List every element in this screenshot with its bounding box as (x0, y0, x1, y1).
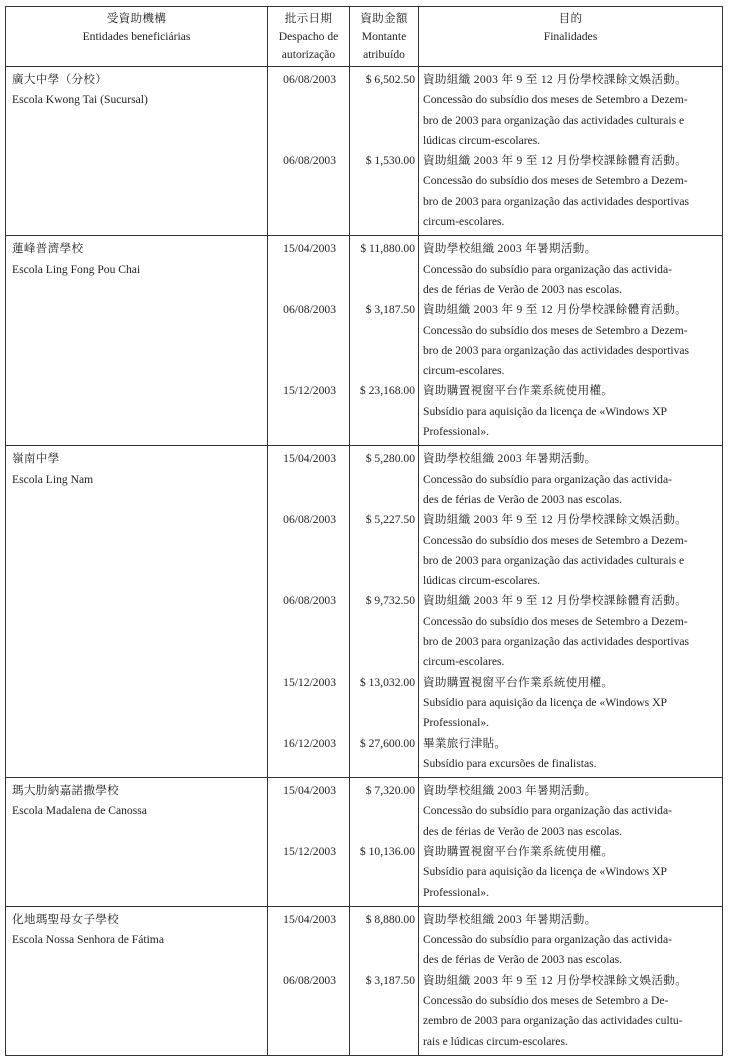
grant-row (6, 510, 723, 591)
entity-name-pt: Escola Ling Fong Pou Chai (12, 262, 141, 276)
grant-amount: $ 3,187.50 (350, 300, 419, 381)
purpose-pt-line: bro de 2003 para organização das actividades desportivas (423, 194, 690, 208)
entity-name-zh: 瑪大肋納嘉諾撒學校 (12, 784, 120, 798)
entity-name-zh: 化地瑪聖母女子學校 (12, 912, 120, 926)
purpose-pt-line: bro de 2003 para organização das actividades desportivas (423, 343, 690, 357)
grant-row (6, 906, 723, 970)
grant-row (6, 673, 723, 734)
grant-amount: $ 8,880.00 (350, 906, 419, 970)
purpose-pt-line: Concessão do subsídio dos meses de Setembro a Dezem- (423, 93, 688, 107)
grant-purpose (419, 446, 723, 510)
grant-purpose (419, 906, 723, 970)
header-purpose (419, 7, 723, 67)
purpose-zh: 資助組織 2003 年 9 至 12 月份學校課餘體育活動。 (423, 154, 688, 168)
purpose-pt-line: zembro de 2003 para organização das actividades cultu- (423, 1014, 683, 1028)
purpose-pt-line: lúdicas circum-escolares. (423, 133, 541, 147)
entity-group (6, 778, 723, 907)
header-amount (350, 7, 419, 67)
grant-date: 06/08/2003 (268, 67, 350, 152)
grant-date: 15/04/2003 (268, 906, 350, 970)
grant-row (6, 381, 723, 445)
grant-date: 15/12/2003 (268, 381, 350, 445)
purpose-zh: 資助學校組織 2003 年暑期活動。 (423, 912, 597, 926)
purpose-zh: 資助學校組織 2003 年暑期活動。 (423, 784, 597, 798)
purpose-pt-line: Concessão do subsídio para organização das activida- (423, 262, 672, 276)
grant-row (6, 300, 723, 381)
grant-amount: $ 23,168.00 (350, 381, 419, 445)
grants-table (5, 6, 723, 1056)
entity-name-zh: 廣大中學（分校） (12, 73, 108, 86)
entity-cell (6, 510, 268, 591)
purpose-pt-line: Subsídio para excursões de finalistas. (423, 756, 597, 770)
purpose-zh: 資助學校組織 2003 年暑期活動。 (423, 452, 597, 466)
purpose-pt-line: Concessão do subsídio para organização das activida- (423, 804, 672, 818)
header-entity-zh: 受資助機構 (106, 12, 167, 25)
header-date (268, 7, 350, 67)
header-purpose-zh: 目的 (558, 12, 583, 25)
header-purpose-pt: Finalidades (543, 30, 598, 43)
entity-name-zh: 蓮峰普濟學校 (12, 242, 84, 256)
grant-purpose (419, 510, 723, 591)
entity-cell (6, 734, 268, 778)
grant-purpose (419, 971, 723, 1056)
purpose-zh: 資助組織 2003 年 9 至 12 月份學校課餘文娛活動。 (423, 973, 688, 987)
entity-cell (6, 67, 268, 152)
grant-date: 06/08/2003 (268, 300, 350, 381)
grant-amount: $ 6,502.50 (350, 67, 419, 152)
entity-name-zh: 嶺南中學 (12, 452, 60, 466)
purpose-zh: 資助組織 2003 年 9 至 12 月份學校課餘體育活動。 (423, 594, 688, 608)
purpose-zh: 資助購置視窗平台作業系統使用權。 (423, 675, 614, 689)
grant-purpose (419, 778, 723, 842)
purpose-pt-line: bro de 2003 para organização das actividades culturais e (423, 553, 685, 567)
grant-date: 15/04/2003 (268, 446, 350, 510)
purpose-zh: 資助學校組織 2003 年暑期活動。 (423, 242, 597, 256)
grant-row (6, 446, 723, 510)
header-entity (6, 7, 268, 67)
entity-cell (6, 673, 268, 734)
entity-cell (6, 842, 268, 906)
grant-row (6, 842, 723, 906)
entity-group (6, 446, 723, 778)
purpose-pt-line: circum-escolares. (423, 215, 505, 229)
purpose-pt-line: des de férias de Verão de 2003 nas escolas. (423, 824, 623, 838)
purpose-pt-line: Subsídio para aquisição da licença de «Windows XP (423, 865, 667, 879)
grant-amount: $ 13,032.00 (350, 673, 419, 734)
grant-date: 15/04/2003 (268, 236, 350, 300)
purpose-pt-line: rais e lúdicas circum-escolares. (423, 1034, 568, 1048)
purpose-pt-line: Professional». (423, 425, 490, 439)
entity-cell (6, 906, 268, 970)
grant-row (6, 67, 723, 152)
purpose-pt-line: bro de 2003 para organização das actividades desportivas (423, 635, 690, 649)
entity-name-pt: Escola Ling Nam (12, 472, 94, 486)
entity-cell (6, 236, 268, 300)
grant-row (6, 971, 723, 1056)
entity-cell (6, 300, 268, 381)
header-date-pt1: Despacho de (278, 30, 339, 43)
header-entity-pt: Entidades beneficiárias (82, 30, 191, 43)
grant-amount: $ 11,880.00 (350, 236, 419, 300)
purpose-zh: 畢業旅行津貼。 (423, 736, 507, 750)
grant-amount: $ 5,280.00 (350, 446, 419, 510)
grant-date: 15/04/2003 (268, 778, 350, 842)
purpose-pt-line: Concessão do subsídio dos meses de Setembro a De- (423, 994, 669, 1008)
table-header (6, 7, 723, 67)
grant-amount: $ 3,187.50 (350, 971, 419, 1056)
purpose-pt-line: des de férias de Verão de 2003 nas escolas. (423, 492, 623, 506)
entity-name-pt: Escola Kwong Tai (Sucursal) (12, 93, 148, 107)
entity-group (6, 236, 723, 446)
grant-date: 06/08/2003 (268, 591, 350, 672)
header-amount-pt1: Montante (361, 30, 407, 43)
purpose-pt-line: Concessão do subsídio para organização das activida- (423, 933, 672, 947)
purpose-pt-line: Subsídio para aquisição da licença de «Windows XP (423, 404, 667, 418)
grant-date: 15/12/2003 (268, 842, 350, 906)
purpose-pt-line: Concessão do subsídio dos meses de Setembro a Dezem- (423, 323, 688, 337)
header-date-zh: 批示日期 (284, 12, 333, 25)
entity-cell (6, 778, 268, 842)
purpose-zh: 資助購置視窗平台作業系統使用權。 (423, 844, 614, 858)
entity-group (6, 67, 723, 236)
grant-amount: $ 9,732.50 (350, 591, 419, 672)
entity-cell (6, 971, 268, 1056)
grant-row (6, 778, 723, 842)
grant-purpose (419, 842, 723, 906)
grant-date: 06/08/2003 (268, 151, 350, 236)
purpose-pt-line: Concessão do subsídio dos meses de Setembro a Dezem- (423, 533, 688, 547)
entity-cell (6, 151, 268, 236)
purpose-pt-line: Professional». (423, 716, 490, 730)
purpose-zh: 資助組織 2003 年 9 至 12 月份學校課餘體育活動。 (423, 303, 688, 317)
purpose-pt-line: Subsídio para aquisição da licença de «Windows XP (423, 695, 667, 709)
purpose-pt-line: Concessão do subsídio para organização das activida- (423, 472, 672, 486)
grant-row (6, 236, 723, 300)
grant-date: 16/12/2003 (268, 734, 350, 778)
grant-purpose (419, 300, 723, 381)
grant-amount: $ 10,136.00 (350, 842, 419, 906)
header-date-pt2: autorização (281, 48, 336, 61)
purpose-zh: 資助組織 2003 年 9 至 12 月份學校課餘文娛活動。 (423, 513, 688, 527)
entity-cell (6, 381, 268, 445)
purpose-pt-line: bro de 2003 para organização das actividades culturais e (423, 113, 685, 127)
purpose-pt-line: circum-escolares. (423, 364, 505, 378)
entity-cell (6, 591, 268, 672)
entity-group (6, 906, 723, 1055)
purpose-pt-line: des de férias de Verão de 2003 nas escolas. (423, 953, 623, 967)
grant-date: 06/08/2003 (268, 510, 350, 591)
purpose-pt-line: lúdicas circum-escolares. (423, 574, 541, 588)
grant-purpose (419, 734, 723, 778)
grant-purpose (419, 381, 723, 445)
grant-purpose (419, 151, 723, 236)
purpose-pt-line: Concessão do subsídio dos meses de Setembro a Dezem- (423, 614, 688, 628)
grant-amount: $ 5,227.50 (350, 510, 419, 591)
grant-purpose (419, 67, 723, 152)
grant-date: 15/12/2003 (268, 673, 350, 734)
purpose-pt-line: circum-escolares. (423, 655, 505, 669)
grant-row (6, 151, 723, 236)
purpose-pt-line: Concessão do subsídio dos meses de Setembro a Dezem- (423, 174, 688, 188)
grant-date: 06/08/2003 (268, 971, 350, 1056)
grant-row (6, 591, 723, 672)
purpose-pt-line: des de férias de Verão de 2003 nas escolas. (423, 282, 623, 296)
purpose-pt-line: Professional». (423, 885, 490, 899)
grant-purpose (419, 236, 723, 300)
grant-amount: $ 27,600.00 (350, 734, 419, 778)
header-amount-zh: 資助金額 (360, 12, 408, 25)
purpose-zh: 資助購置視窗平台作業系統使用權。 (423, 384, 614, 398)
entity-name-pt: Escola Nossa Senhora de Fátima (12, 933, 164, 947)
entity-name-pt: Escola Madalena de Canossa (12, 804, 147, 818)
grant-row (6, 734, 723, 778)
grant-amount: $ 7,320.00 (350, 778, 419, 842)
purpose-zh: 資助組織 2003 年 9 至 12 月份學校課餘文娛活動。 (423, 73, 688, 86)
grant-amount: $ 1,530.00 (350, 151, 419, 236)
grant-purpose (419, 673, 723, 734)
entity-cell (6, 446, 268, 510)
header-amount-pt2: atribuído (363, 48, 405, 61)
grant-purpose (419, 591, 723, 672)
